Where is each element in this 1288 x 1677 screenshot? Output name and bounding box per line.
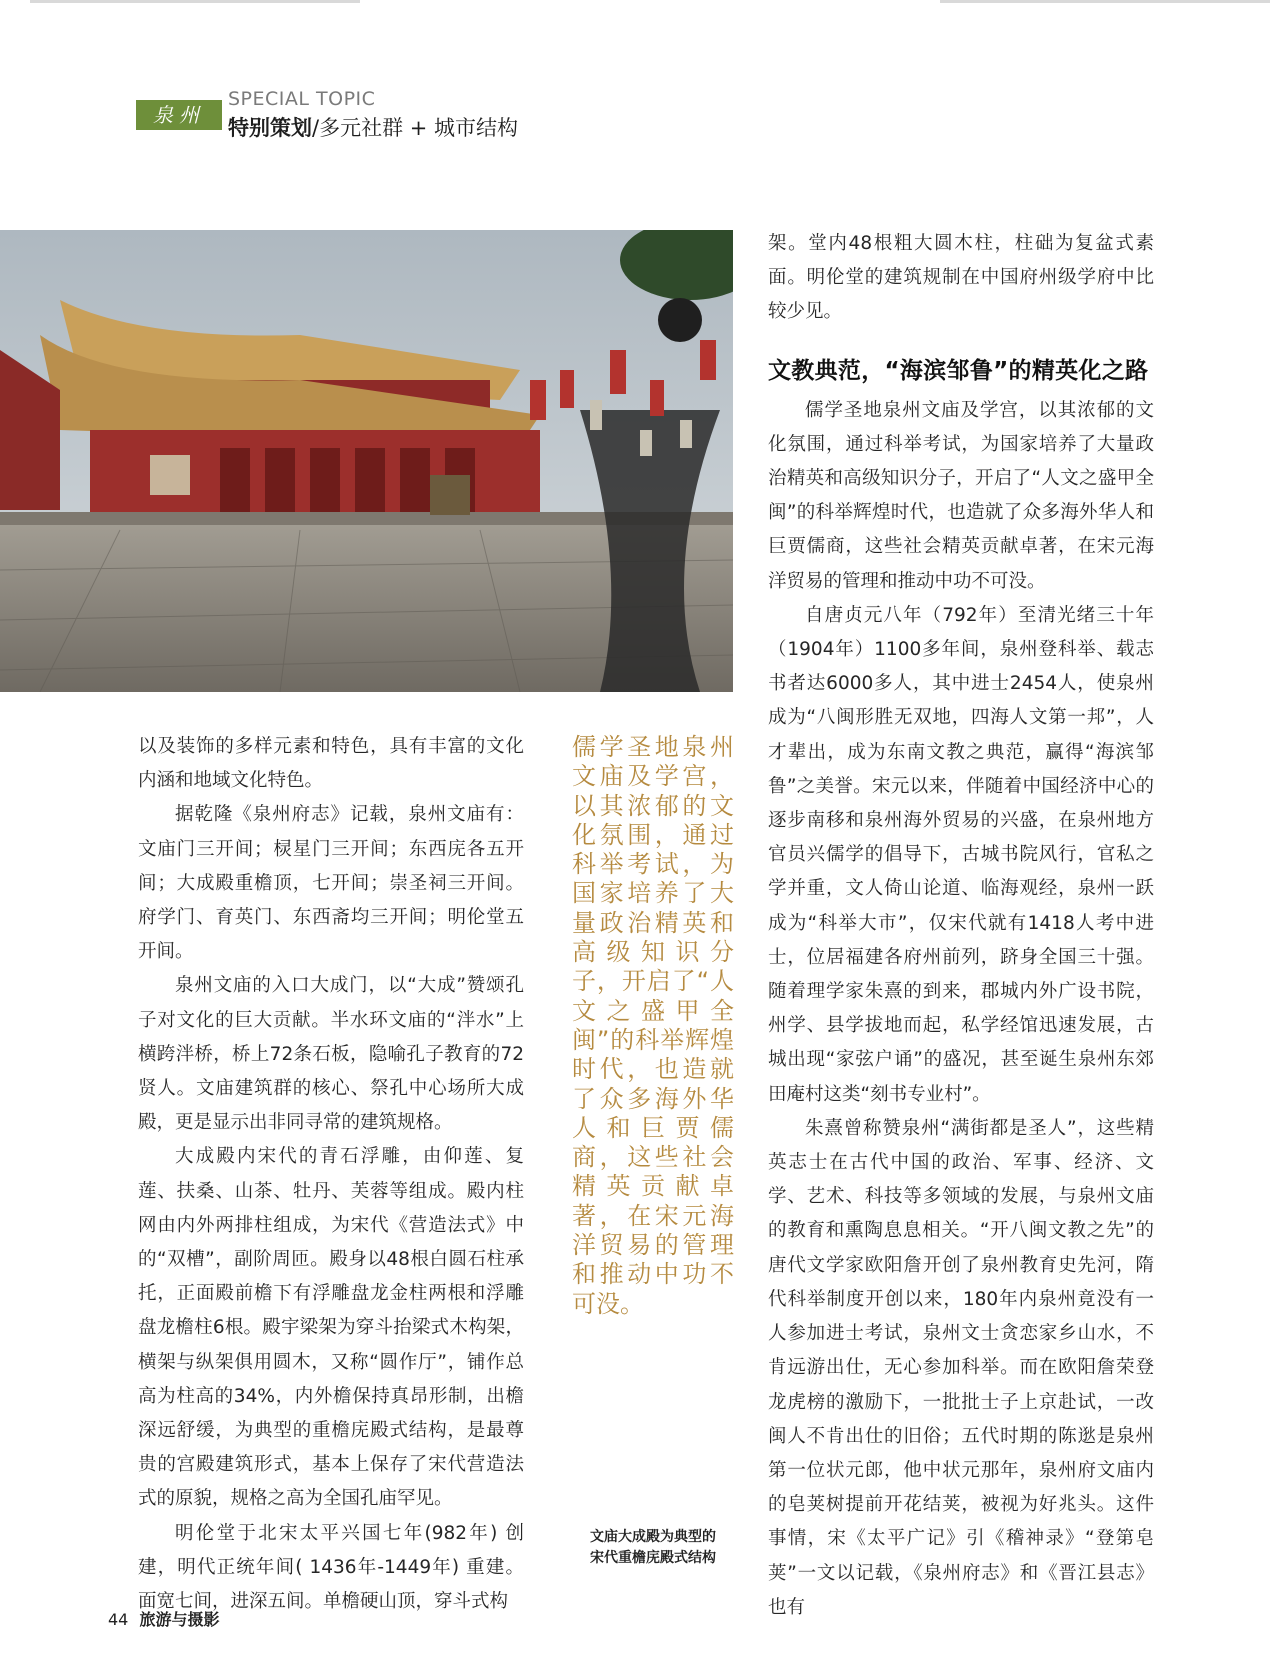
left-paragraph: 大成殿内宋代的青石浮雕，由仰莲、复莲、扶桑、山茶、牡丹、芙蓉等组成。殿内柱网由内外两排柱组成，为宋代《营造法式》中的“双槽”，副阶周匝。殿身以48根白圆石柱承托，正面殿前檐下有浮雕盘龙金柱两根和浮雕盘龙檐柱6根。殿宇梁架为穿斗抬梁式木构架，横架与纵架俱用圆木，又称“圆作厅”，铺作总高为柱高的34%，内外檐保持真昂形制，出檐深远舒缓，为典型的重檐庑殿式结构，是最尊贵的宫殿建筑形式，基本上保存了宋代营造法式的原貌，规格之高为全国孔庙罕见。: [138, 1146, 524, 1510]
temple-photo: [0, 230, 733, 692]
left-paragraph: 据乾隆《泉州府志》记载，泉州文庙有：文庙门三开间；棂星门三开间；东西庑各五开间；大成殿重檐顶，七开间；崇圣祠三开间。府学门、育英门、东西斋均三开间；明伦堂五开间。: [138, 804, 524, 963]
caption-line-2: 宋代重檐庑殿式结构: [590, 1550, 716, 1566]
topic-line: [228, 112, 518, 142]
page-footer: [108, 1607, 219, 1630]
topic-rest: /多元社群 + 城市结构: [312, 116, 519, 140]
magazine-name: 旅游与摄影: [139, 1610, 220, 1629]
right-intro: 架。堂内48根粗大圆木柱，柱础为复盆式素面。明伦堂的建筑规制在中国府州级学府中比较少见。: [768, 233, 1154, 323]
top-rule-right: [940, 0, 1270, 3]
topic-bold: 特别策划: [228, 116, 312, 140]
left-column: [138, 730, 524, 1619]
section-heading: 文教典范，“海滨邹鲁”的精英化之路: [768, 357, 1149, 384]
right-paragraph: 儒学圣地泉州文庙及学宫，以其浓郁的文化氛围，通过科举考试，为国家培养了大量政治精英和高级知识分子，开启了“人文之盛甲全闽”的科举辉煌时代，也造就了众多海外华人和巨贾儒商，这些社会精英贡献卓著，在宋元海洋贸易的管理和推动中功不可没。: [768, 399, 1154, 592]
left-paragraph: 泉州文庙的入口大成门，以“大成”赞颂孔子对文化的巨大贡献。半水环文庙的“泮水”上横跨泮桥，桥上72条石板，隐喻孔子教育的72贤人。文庙建筑群的核心、祭孔中心场所大成殿，更是显示出非同寻常的建筑规格。: [138, 975, 524, 1134]
quanzhou-badge: 泉州: [136, 100, 222, 130]
left-paragraph: 以及装饰的多样元素和特色，具有丰富的文化内涵和地域文化特色。: [138, 736, 524, 792]
pull-quote: 儒学圣地泉州文庙及学宫，以其浓郁的文化氛围，通过科举考试，为国家培养了大量政治精英和高级知识分子，开启了“人文之盛甲全闽”的科举辉煌时代，也造就了众多海外华人和巨贾儒商，这些社会精英贡献卓著，在宋元海洋贸易的管理和推动中功不可没。: [572, 733, 734, 1318]
caption-line-1: 文庙大成殿为典型的: [590, 1529, 716, 1545]
right-paragraph: 自唐贞元八年（792年）至清光绪三十年（1904年）1100多年间，泉州登科举、载志书者达6000多人，其中进士2454人，使泉州成为“八闽形胜无双地，四海人文第一邦”，人才辈出，成为东南文教之典范，赢得“海滨邹鲁”之美誉。宋元以来，伴随着中国经济中心的逐步南移和泉州海外贸易的兴盛，在泉州地方官员兴儒学的倡导下，古城书院风行，官私之学并重，文人倚山论道、临海观经，泉州一跃成为“科举大市”，仅宋代就有1418人考中进士，位居福建各府州前列，跻身全国三十强。随着理学家朱熹的到来，郡城内外广设书院，州学、县学拔地而起，私学经馆迅速发展，古城出现“家弦户诵”的盛况，甚至诞生泉州东郊田庵村这类“刻书专业村”。: [768, 604, 1154, 1105]
photo-caption: [570, 1527, 736, 1569]
top-rule-left: [30, 0, 360, 3]
censer: [430, 475, 470, 515]
temple-illustration: [0, 230, 733, 692]
right-column: [768, 227, 1154, 1625]
right-paragraph: 朱熹曾称赞泉州“满街都是圣人”，这些精英志士在古代中国的政治、军事、经济、文学、艺术、科技等多领域的发展，与泉州文庙的教育和熏陶息息相关。“开八闽文教之先”的唐代文学家欧阳詹开创了泉州教育史先河，隋代科举制度开创以来，180年内泉州竟没有一人参加进士考试，泉州文士贪恋家乡山水，不肯远游出仕，无心参加科举。而在欧阳詹荣登龙虎榜的激励下，一批批士子上京赴试，一改闽人不肯出仕的旧俗；五代时期的陈逖是泉州第一位状元郎，他中状元那年，泉州府文庙内的皂荚树提前开花结荚，被视为好兆头。这件事情，宋《太平广记》引《稽神录》“登第皂荚”一文以记载，《泉州府志》和《晋江县志》也有: [768, 1117, 1154, 1618]
special-topic-label: SPECIAL TOPIC: [228, 88, 376, 110]
page-number: 44: [108, 1610, 129, 1629]
left-paragraph: 明伦堂于北宋太平兴国七年(982年) 创建，明代正统年间( 1436年-1449年) 重建。面宽七间，进深五间。单檐硬山顶，穿斗式构: [138, 1522, 524, 1613]
relief-panel: [150, 455, 190, 495]
